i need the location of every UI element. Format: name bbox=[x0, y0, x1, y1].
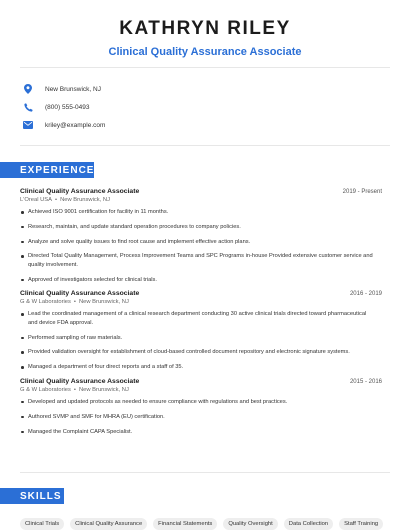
bullet-item: Managed a department of four direct reports and a staff of 35. bbox=[20, 363, 382, 371]
experience-heading: EXPERIENCE bbox=[0, 162, 94, 178]
job-entry bbox=[20, 378, 382, 436]
bullet-item: Provided validation oversight for establishment of cloud-based controlled document repository and electronic signature systems. bbox=[20, 348, 382, 356]
job-location: New Brunswick, NJ bbox=[78, 386, 129, 393]
job-bullets bbox=[20, 310, 382, 371]
job-bullets bbox=[20, 398, 382, 436]
job-dates: 2015 - 2016 bbox=[349, 378, 382, 385]
bullet-item: Research, maintain, and update standard operation procedures to company policies. bbox=[20, 223, 382, 231]
experience-list bbox=[20, 188, 382, 442]
job-entry bbox=[20, 188, 382, 284]
bullet-item: Managed the Complaint CAPA Specialist. bbox=[20, 428, 382, 436]
job-entry bbox=[20, 290, 382, 371]
contact-block bbox=[20, 80, 390, 134]
job-title: Clinical Quality Assurance Associate bbox=[20, 377, 140, 385]
job-bullets bbox=[20, 208, 382, 284]
phone-icon bbox=[23, 102, 33, 112]
job-company: G & W Laboratories bbox=[20, 299, 71, 306]
job-dates: 2019 - Present bbox=[342, 189, 382, 195]
job-company-line: L'Oreal USA • New Brunswick, NJ bbox=[20, 197, 111, 203]
contact-email bbox=[20, 116, 390, 134]
candidate-name: KATHRYN RILEY bbox=[119, 18, 291, 39]
contact-location bbox=[20, 80, 390, 98]
email-icon bbox=[23, 120, 33, 130]
skill-chip: Data Collection bbox=[284, 518, 333, 530]
skill-chip: Clinical Quality Assurance bbox=[70, 518, 147, 530]
contact-phone bbox=[20, 98, 390, 116]
skills-heading: SKILLS bbox=[0, 488, 64, 504]
skill-chip: Staff Training bbox=[339, 518, 383, 530]
skill-chip: Clinical Trials bbox=[20, 518, 64, 530]
experience-divider bbox=[20, 472, 390, 473]
job-location: New Brunswick, NJ bbox=[78, 299, 129, 306]
job-location: New Brunswick, NJ bbox=[60, 197, 111, 203]
resume-header bbox=[0, 0, 410, 59]
job-title: Clinical Quality Assurance Associate bbox=[20, 188, 140, 195]
bullet-item: Achieved ISO 9001 certification for facility in 11 months. bbox=[20, 208, 382, 216]
job-company-line: G & W Laboratories • New Brunswick, NJ bbox=[20, 386, 129, 393]
job-dates: 2016 - 2019 bbox=[349, 291, 382, 298]
bullet-item: Directed Total Quality Management, Process Improvement Teams and SPC Programs in-house Provided extensive customer service and quality involvement. bbox=[20, 252, 382, 269]
location-pin-icon bbox=[23, 84, 33, 94]
bullet-item: Approved of investigators selected for clinical trials. bbox=[20, 276, 382, 284]
job-company-line: G & W Laboratories • New Brunswick, NJ bbox=[20, 299, 129, 306]
contact-divider bbox=[20, 145, 390, 146]
email-text: kriley@example.com bbox=[45, 121, 106, 129]
candidate-title: Clinical Quality Assurance Associate bbox=[108, 46, 302, 58]
bullet-item: Lead the coordinated management of a clinical research department conducting 30 active clinical trials directed toward pharmaceutical and device FDA approval. bbox=[20, 310, 382, 327]
job-company: G & W Laboratories bbox=[20, 386, 71, 393]
skill-chip: Quality Oversight bbox=[223, 518, 277, 530]
job-company: L'Oreal USA bbox=[20, 197, 53, 203]
bullet-item: Performed sampling of raw materials. bbox=[20, 334, 382, 342]
location-text: New Brunswick, NJ bbox=[45, 85, 101, 93]
bullet-item: Developed and updated protocols as needed to ensure compliance with regulations and best practices. bbox=[20, 398, 382, 406]
bullet-item: Authored SVMP and SMF for MHRA (EU) certification. bbox=[20, 413, 382, 421]
header-divider bbox=[20, 67, 390, 68]
skills-list bbox=[20, 518, 400, 530]
job-title: Clinical Quality Assurance Associate bbox=[20, 290, 140, 298]
phone-text: (800) 555-0493 bbox=[45, 103, 90, 111]
bullet-item: Analyze and solve quality issues to find root cause and implement effective action plans. bbox=[20, 238, 382, 246]
skill-chip: Financial Statements bbox=[153, 518, 217, 530]
